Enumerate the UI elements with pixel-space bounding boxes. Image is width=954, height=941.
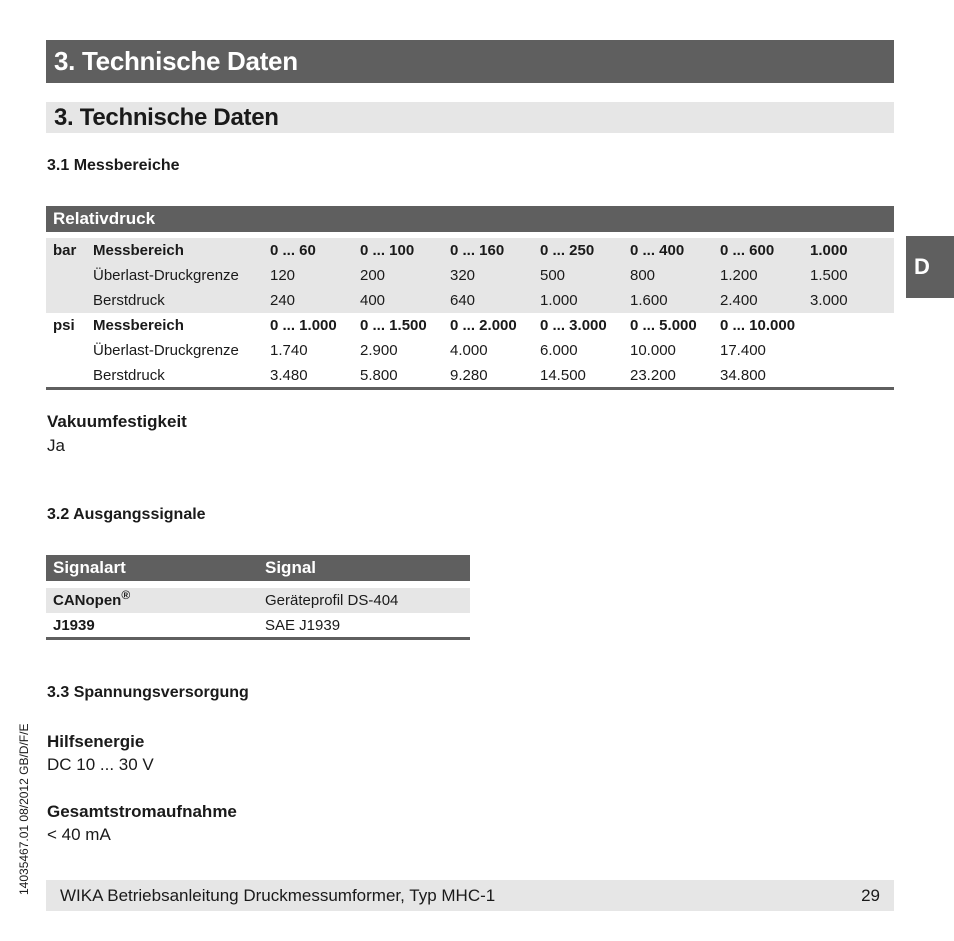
table-cell: 2.900: [360, 342, 398, 359]
table-row: [46, 363, 894, 388]
col-header-signal: Signal: [265, 558, 317, 577]
table-bottom-rule: [46, 387, 894, 390]
table-row: [46, 288, 894, 313]
table-cell: 17.400: [720, 342, 766, 359]
table-cell: 10.000: [630, 342, 676, 359]
signal-type-cell: [53, 588, 130, 613]
table-row: [46, 238, 894, 263]
table-cell: 1.000: [810, 242, 848, 259]
table-cell: 0 ... 400: [630, 242, 685, 259]
table-cell: 4.000: [450, 342, 488, 359]
col-header-signalart: Signalart: [53, 558, 126, 577]
signal-table-header: [46, 555, 470, 581]
power-label: Hilfsenergie: [47, 732, 145, 751]
page-number: 29: [861, 886, 880, 905]
signal-cell: Geräteprofil DS-404: [265, 592, 399, 609]
table-cell: 3.480: [270, 367, 308, 384]
table-cell: 240: [270, 292, 296, 309]
heading-3-1: 3.1 Messbereiche: [47, 157, 180, 174]
table-cell: 0 ... 250: [540, 242, 595, 259]
table-cell: 0 ... 600: [720, 242, 775, 259]
page-footer: [46, 880, 894, 911]
table-cell: 0 ... 10.000: [720, 317, 796, 334]
table-row: [46, 263, 894, 288]
table-row: [46, 338, 894, 363]
table-cell: 23.200: [630, 367, 676, 384]
section-title: 3. Technische Daten: [46, 102, 894, 133]
table-cell: 640: [450, 292, 476, 309]
table-cell: 120: [270, 267, 296, 284]
table-row: [46, 313, 894, 338]
signal-cell: SAE J1939: [265, 617, 341, 634]
row-label: Überlast-Druckgrenze: [93, 342, 239, 359]
table-cell: 0 ... 2.000: [450, 317, 517, 334]
table-cell: 0 ... 1.000: [270, 317, 337, 334]
table-cell: 1.740: [270, 342, 308, 359]
table-cell: 0 ... 160: [450, 242, 505, 259]
table-cell: 1.000: [540, 292, 578, 309]
table-cell: 200: [360, 267, 386, 284]
table-cell: 5.800: [360, 367, 398, 384]
signal-type-text: CANopen: [53, 592, 122, 609]
table-cell: 1.200: [720, 267, 758, 284]
page-title-dark: 3. Technische Daten: [46, 40, 894, 83]
table-row: [46, 613, 470, 638]
table-cell: 400: [360, 292, 386, 309]
footer-text: WIKA Betriebsanleitung Druckmessumformer, Typ MHC-1: [60, 886, 496, 905]
table-cell: 0 ... 1.500: [360, 317, 427, 334]
vacuum-label: Vakuumfestigkeit: [47, 412, 187, 431]
row-label: Berstdruck: [93, 292, 165, 309]
row-label: Berstdruck: [93, 367, 165, 384]
signal-table-bottom-rule: [46, 637, 470, 640]
registered-mark: ®: [121, 588, 131, 602]
table-title-relativdruck: Relativdruck: [46, 206, 894, 232]
table-cell: 500: [540, 267, 566, 284]
unit-cell: bar: [53, 242, 77, 259]
table-cell: 9.280: [450, 367, 488, 384]
document-code: 14035467.01 08/2012 GB/D/F/E: [17, 723, 31, 895]
current-value: < 40 mA: [47, 825, 111, 844]
heading-3-2: 3.2 Ausgangssignale: [47, 506, 206, 523]
heading-3-3: 3.3 Spannungsversorgung: [47, 684, 249, 701]
power-value: DC 10 ... 30 V: [47, 755, 154, 774]
table-cell: 0 ... 100: [360, 242, 415, 259]
table-cell: 2.400: [720, 292, 758, 309]
table-cell: 3.000: [810, 292, 848, 309]
vacuum-value: Ja: [47, 436, 65, 455]
table-cell: 1.600: [630, 292, 668, 309]
table-cell: 320: [450, 267, 476, 284]
table-cell: 6.000: [540, 342, 578, 359]
row-label: Messbereich: [93, 317, 184, 334]
current-label: Gesamtstromaufnahme: [47, 802, 237, 821]
table-cell: 14.500: [540, 367, 586, 384]
table-cell: 0 ... 60: [270, 242, 316, 259]
signal-type-cell: J1939: [53, 617, 95, 634]
table-cell: 34.800: [720, 367, 766, 384]
table-row: [46, 588, 470, 613]
table-cell: 1.500: [810, 267, 848, 284]
unit-cell: psi: [53, 317, 75, 334]
row-label: Überlast-Druckgrenze: [93, 267, 239, 284]
language-tab: D: [906, 236, 954, 298]
table-cell: 0 ... 5.000: [630, 317, 697, 334]
table-cell: 800: [630, 267, 656, 284]
row-label: Messbereich: [93, 242, 184, 259]
table-cell: 0 ... 3.000: [540, 317, 607, 334]
